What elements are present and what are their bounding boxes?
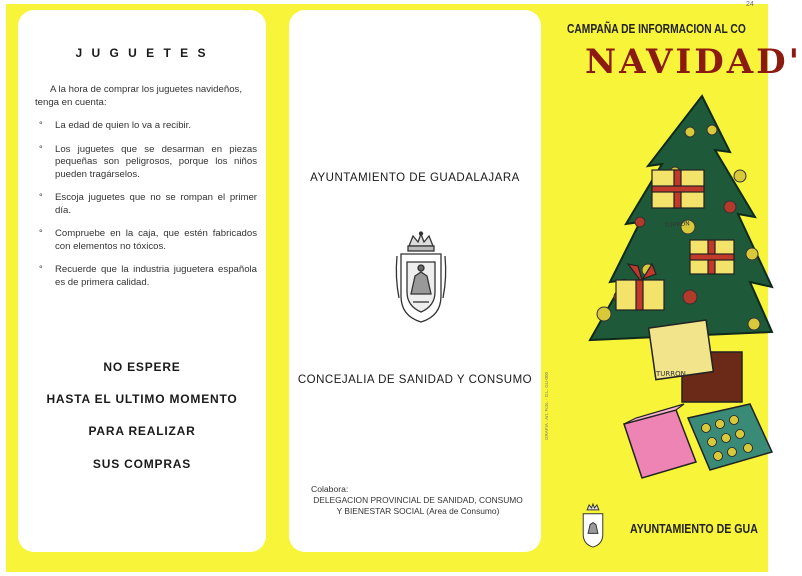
toys-title: J U G U E T E S: [75, 46, 209, 60]
slogan-line-1: NO ESPERE: [103, 360, 181, 374]
cover-footer: AYUNTAMIENTO DE GUA: [630, 522, 758, 536]
list-item: ° Los juguetes que se desarman en piezas pequeñas son peligrosos, porque los niños pueden tragárselos.: [39, 143, 257, 180]
institution-panel: [289, 10, 541, 552]
department-heading: CONCEJALIA DE SANIDAD Y CONSUMO: [297, 374, 533, 386]
christmas-tree-illustration: [580, 92, 768, 484]
collab-line-2: Y BIENESTAR SOCIAL (Area de Consumo): [336, 506, 500, 516]
toys-tips-list: [35, 120, 257, 300]
gift-label: TURRON: [656, 370, 686, 378]
list-item: ° Recuerde que la industria juguetera española es de primera calidad.: [39, 264, 257, 288]
slogan-line-2: HASTA EL ULTIMO MOMENTO: [46, 392, 238, 406]
corner-mark: 24: [746, 1, 754, 8]
collab-line-1: DELEGACION PROVINCIAL DE SANIDAD, CONSUMO: [313, 495, 523, 505]
toys-intro: A la hora de comprar los juguetes navideños, tenga en cuenta:: [35, 84, 242, 108]
coat-of-arms-icon: [393, 232, 449, 326]
printer-credit: GRAFIA · Art. Foto. · D.L. GU-000: [544, 371, 549, 440]
slogan-line-4: SUS COMPRAS: [92, 457, 192, 471]
collab-label: Colabora:: [311, 484, 349, 494]
list-item: ° Escoja juguetes que no se rompan el primer día.: [39, 192, 257, 216]
collab-body: [303, 495, 533, 517]
slogan-line-3: PARA REALIZAR: [88, 424, 196, 438]
box-label: TURRON: [663, 220, 691, 230]
campaign-title: NAVIDAD': [585, 42, 802, 82]
list-item: ° La edad de quien lo va a recibir.: [39, 120, 192, 131]
campaign-subtitle: CAMPAÑA DE INFORMACION AL CO: [567, 22, 746, 36]
toys-panel: [18, 10, 266, 552]
city-council-heading: AYUNTAMIENTO DE GUADALAJARA: [310, 172, 520, 184]
list-item: ° Compruebe en la caja, que estén fabricados con elementos no tóxicos.: [39, 228, 257, 252]
small-coat-of-arms-icon: [578, 503, 608, 549]
